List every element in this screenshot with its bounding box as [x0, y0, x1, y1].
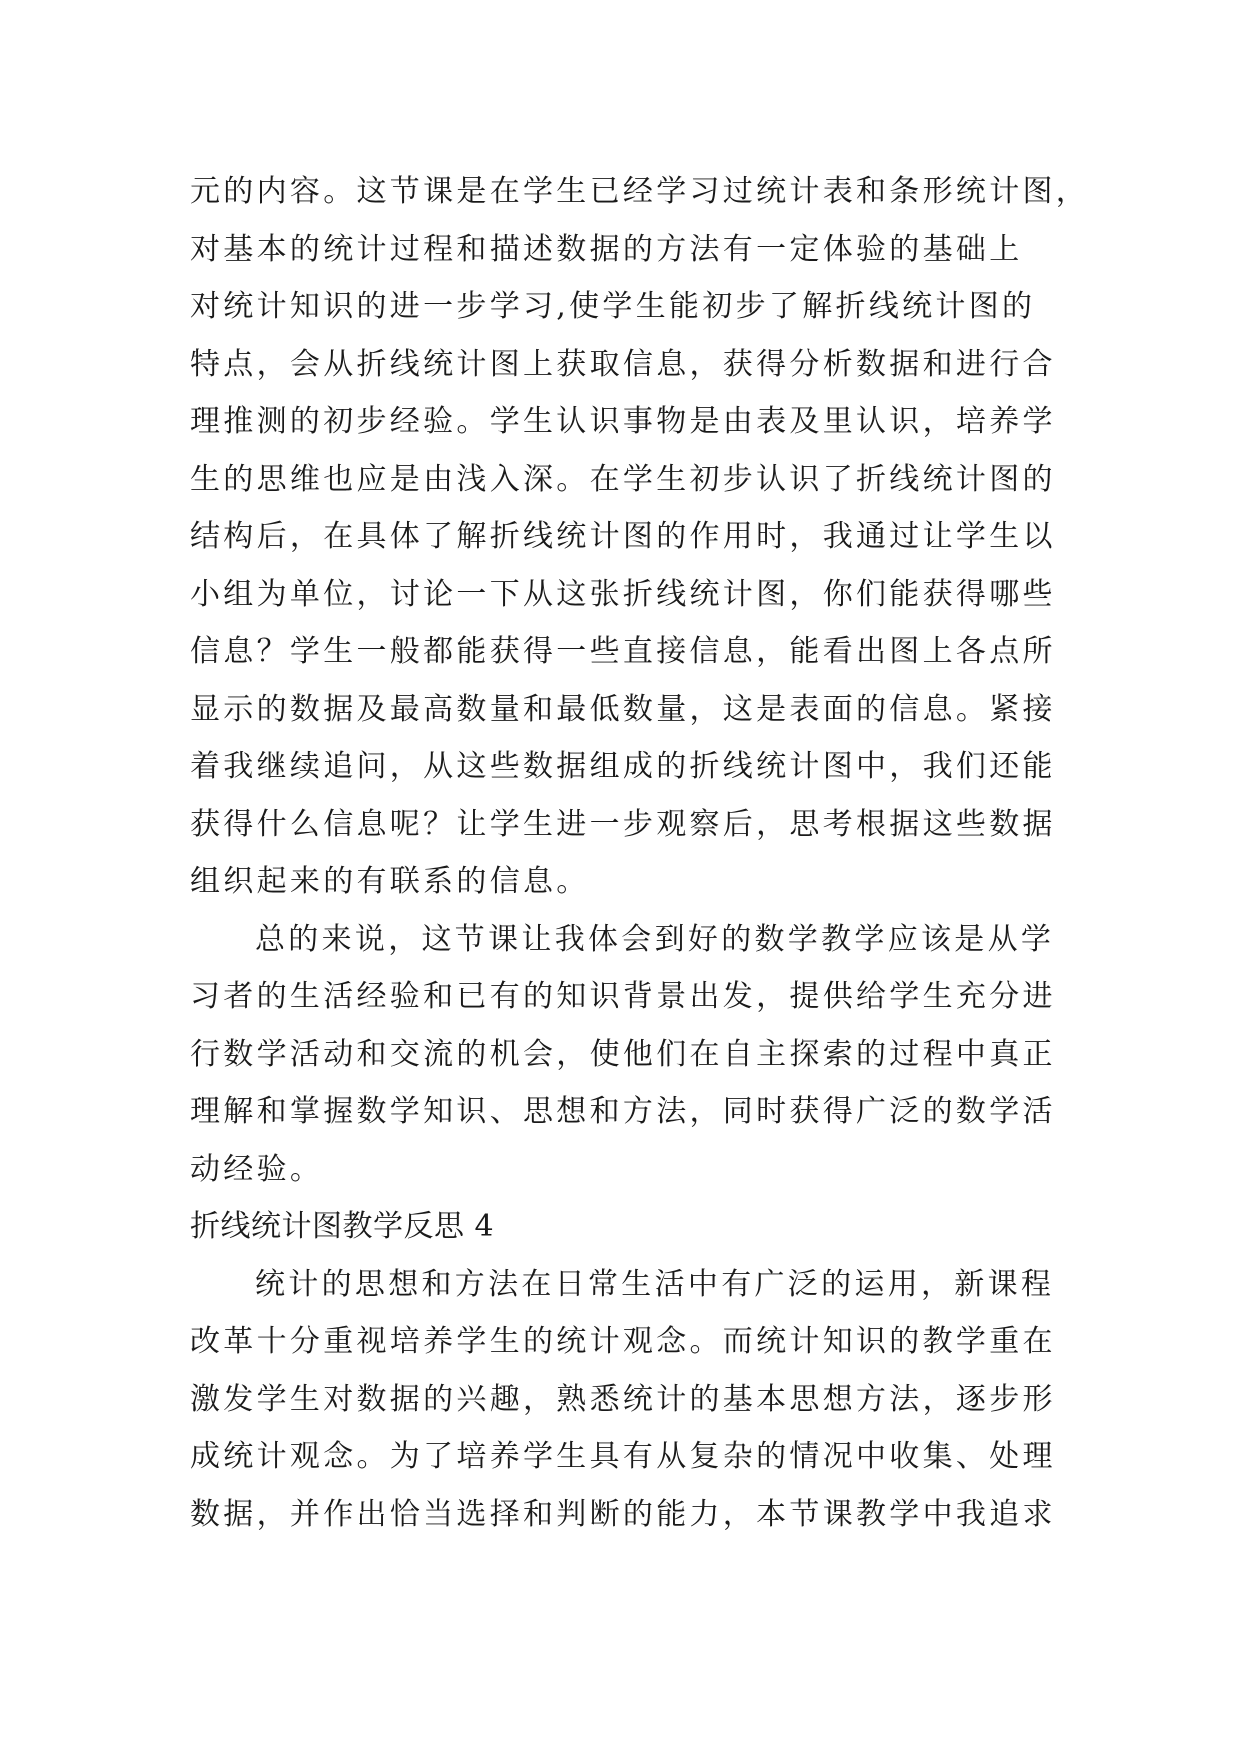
text-line: 理推测的初步经验。学生认识事物是由表及里认识，培养学 — [190, 404, 1056, 439]
text-line: 动经验。 — [190, 1151, 324, 1187]
text-line: 信息？学生一般都能获得一些直接信息，能看出图上各点所 — [190, 634, 1056, 669]
text-line: 特点，会从折线统计图上获取信息，获得分析数据和进行合 — [190, 346, 1056, 382]
paragraph-summary — [190, 911, 1090, 1199]
text-line: 数据，并作出恰当选择和判断的能力，本节课教学中我追求 — [190, 1496, 1056, 1532]
text-line: 行数学活动和交流的机会，使他们在自主探索的过程中真正 — [190, 1036, 1056, 1072]
document-body — [190, 163, 1090, 1543]
text-line: 成统计观念。为了培养学生具有从复杂的情况中收集、处理 — [190, 1439, 1056, 1474]
text-line: 小组为单位，讨论一下从这张折线统计图，你们能获得哪些 — [190, 576, 1056, 612]
text-line: 生的思维也应是由浅入深。在学生初步认识了折线统计图的 — [190, 461, 1056, 497]
paragraph-section-4 — [190, 1256, 1090, 1544]
text-line: 总的来说，这节课让我体会到好的数学教学应该是从学 — [255, 921, 1055, 957]
text-line: 显示的数据及最高数量和最低数量，这是表面的信息。紧接 — [190, 691, 1056, 727]
text-line: 对基本的统计过程和描述数据的方法有一定体验的基础上 — [190, 231, 1023, 267]
text-line: 获得什么信息呢？让学生进一步观察后，思考根据这些数据 — [190, 806, 1056, 842]
text-line: 激发学生对数据的兴趣，熟悉统计的基本思想方法，逐步形 — [190, 1381, 1056, 1417]
text-line: 着我继续追问，从这些数据组成的折线统计图中，我们还能 — [190, 749, 1056, 784]
text-line: 元的内容。这节课是在学生已经学习过统计表和条形统计图， — [190, 174, 1090, 209]
text-line: 结构后，在具体了解折线统计图的作用时，我通过让学生以 — [190, 519, 1056, 554]
text-line: 改革十分重视培养学生的统计观念。而统计知识的教学重在 — [190, 1324, 1056, 1359]
text-line: 习者的生活经验和已有的知识背景出发，提供给学生充分进 — [190, 979, 1056, 1014]
text-line: 理解和掌握数学知识、思想和方法，同时获得广泛的数学活 — [190, 1094, 1056, 1129]
text-line: 对统计知识的进一步学习,使学生能初步了解折线统计图的 — [190, 289, 1036, 324]
text-line: 组织起来的有联系的信息。 — [190, 864, 590, 899]
section-heading: 折线统计图教学反思 4 — [190, 1209, 495, 1244]
paragraph-continued — [190, 163, 1090, 911]
text-line: 统计的思想和方法在日常生活中有广泛的运用，新课程 — [255, 1266, 1055, 1302]
